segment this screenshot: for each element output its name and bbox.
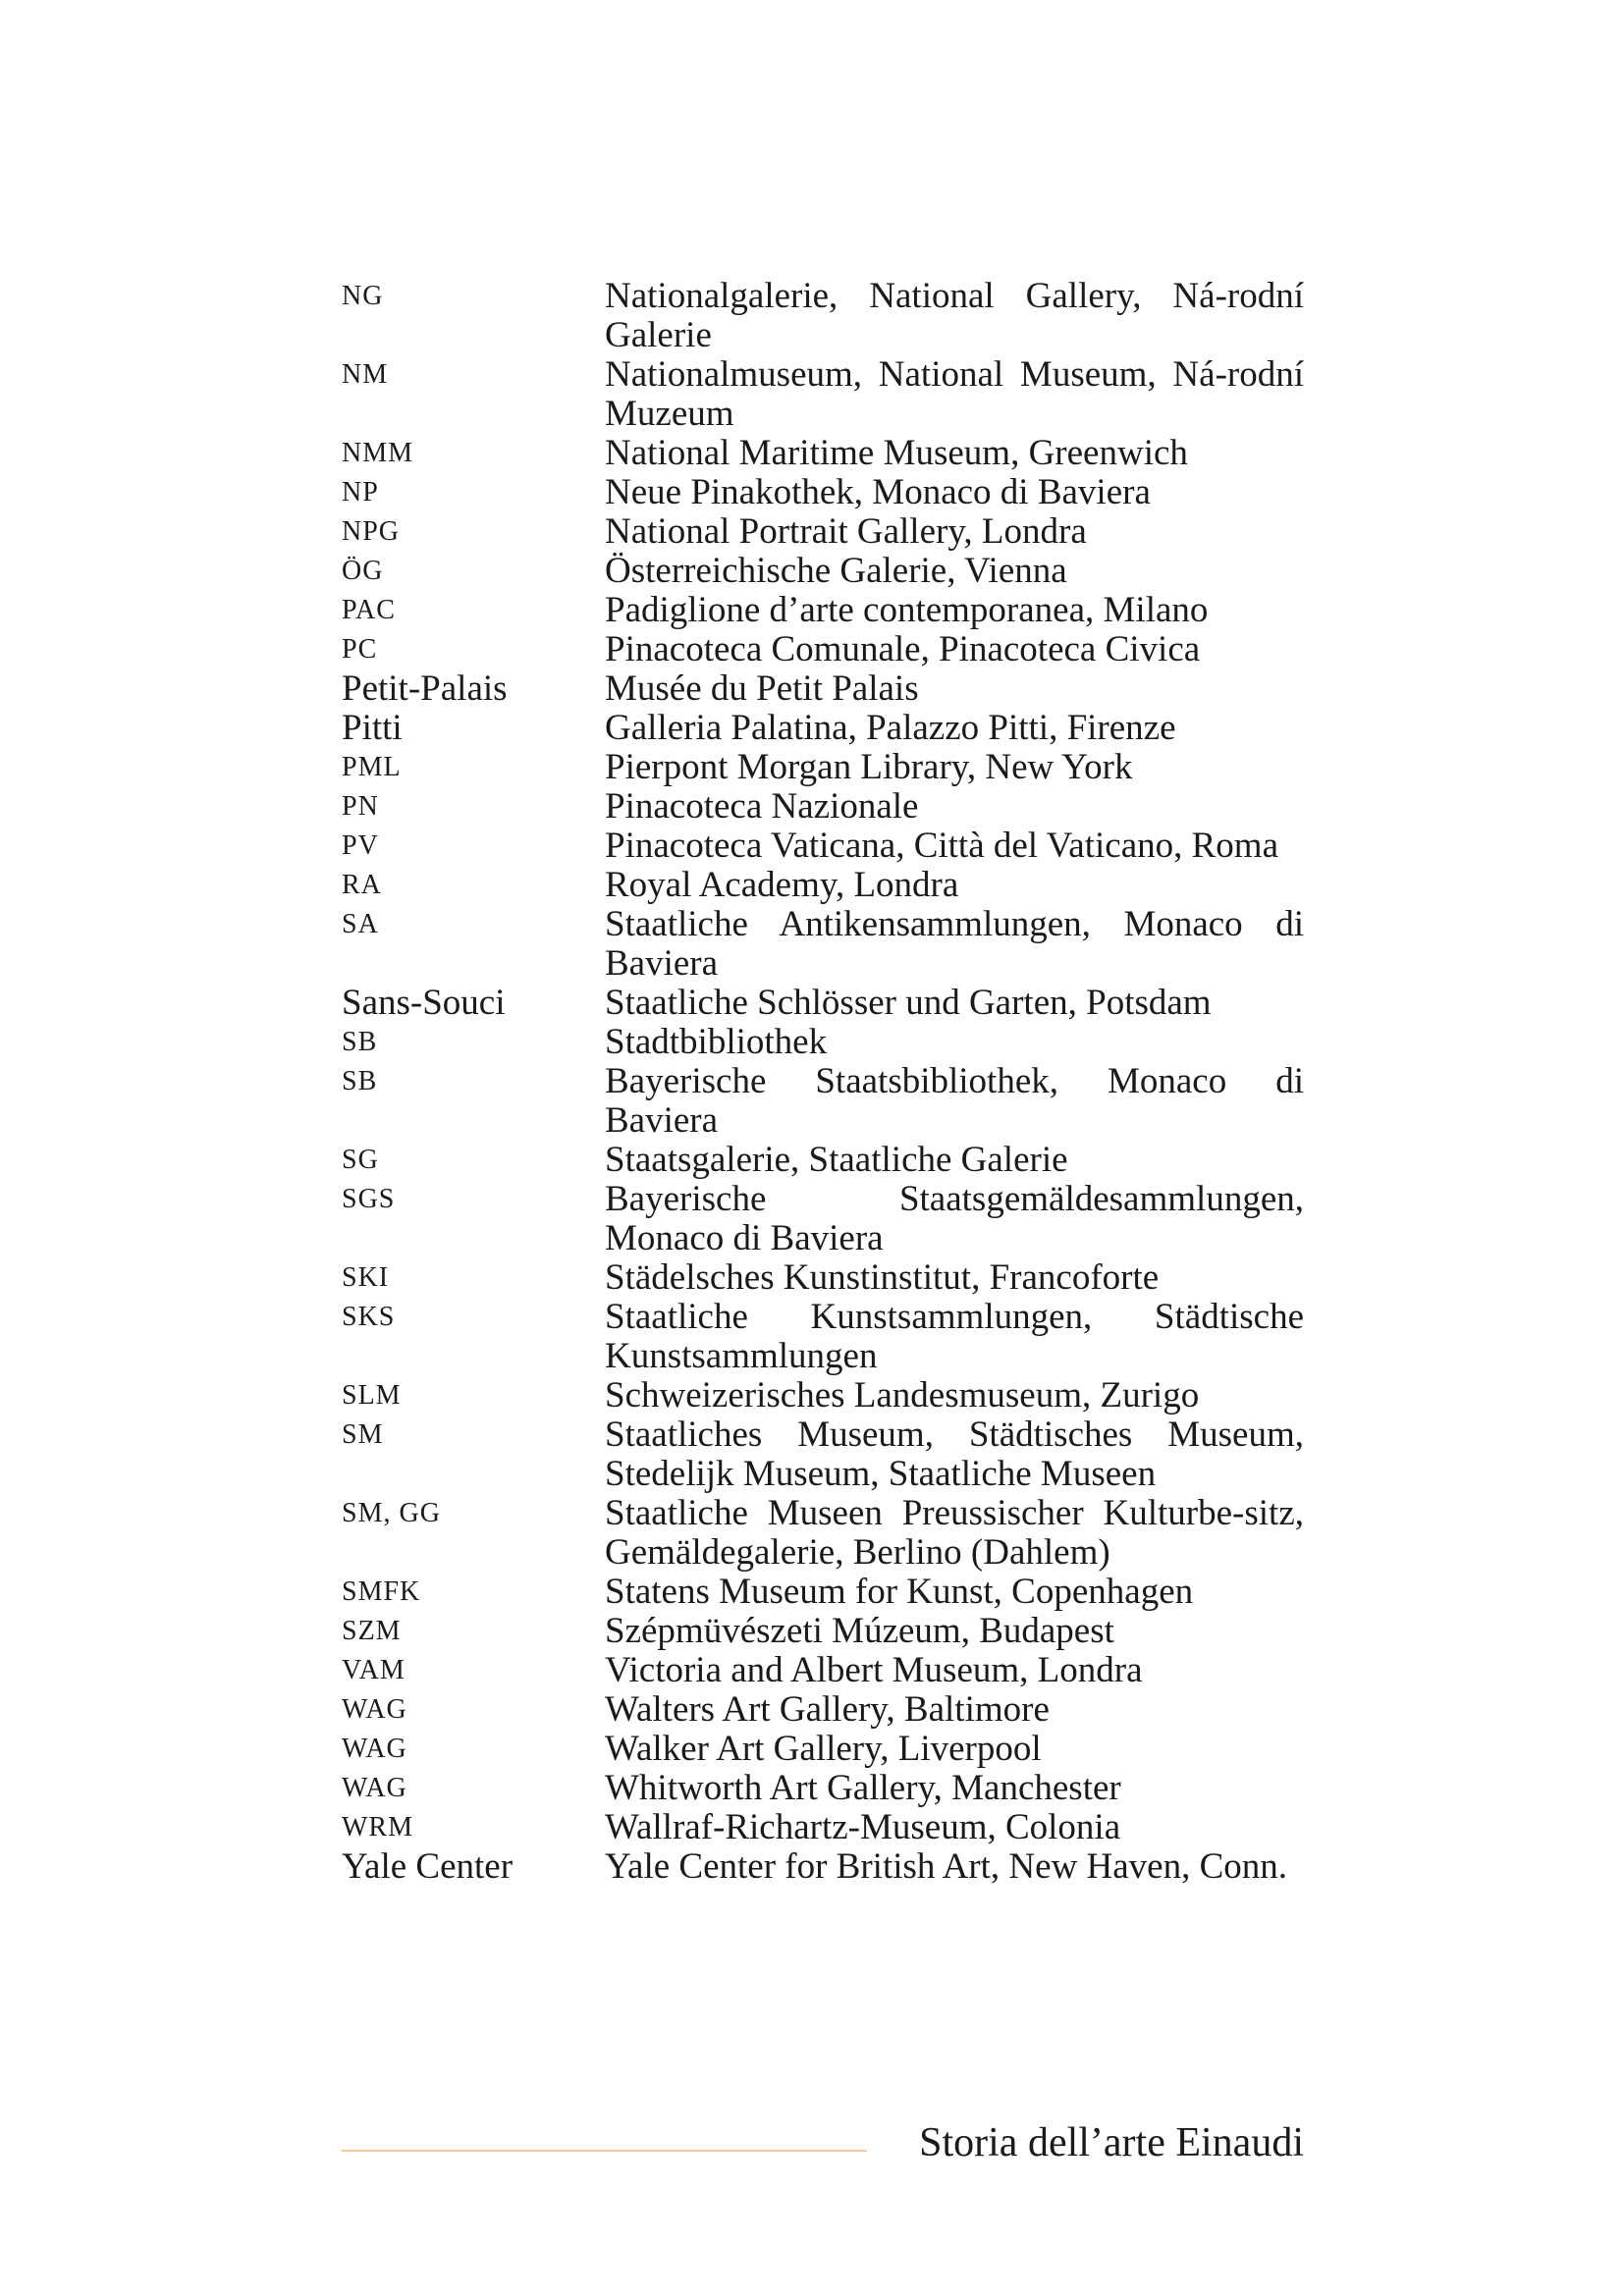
institution-name: Yale Center for British Art, New Haven, Conn.: [605, 1846, 1288, 1887]
abbreviation: SKS: [342, 1302, 396, 1332]
institution-name: Whitworth Art Gallery, Manchester: [605, 1768, 1121, 1808]
list-item: [342, 591, 1304, 630]
institution-name: Neue Pinakothek, Monaco di Baviera: [605, 472, 1151, 512]
abbreviation: SB: [342, 1066, 378, 1096]
abbreviation: WAG: [342, 1734, 407, 1764]
list-item: [342, 1612, 1304, 1651]
list-item: [342, 434, 1304, 473]
institution-name: National Maritime Museum, Greenwich: [605, 433, 1188, 473]
abbreviation: SLM: [342, 1380, 402, 1411]
list-item: [342, 1180, 1304, 1258]
abbreviation: PML: [342, 752, 402, 782]
abbreviation: NM: [342, 359, 389, 390]
institution-name: Royal Academy, Londra: [605, 865, 959, 905]
abbreviation: NP: [342, 477, 379, 507]
abbreviation: SKI: [342, 1262, 390, 1293]
list-item: [342, 1023, 1304, 1062]
abbreviation: WAG: [342, 1773, 407, 1803]
abbreviation: SZM: [342, 1616, 402, 1646]
abbreviation: RA: [342, 870, 382, 900]
institution-name: Bayerische Staatsgemäldesammlungen, Monaco di Baviera: [605, 1179, 1304, 1258]
institution-name: Staatliche Museen Preussischer Kulturbe-sitz, Gemäldegalerie, Berlino (Dahlem): [605, 1493, 1304, 1573]
institution-name: Musée du Petit Palais: [605, 668, 919, 709]
list-item: [342, 1573, 1304, 1612]
abbreviation: PC: [342, 634, 378, 665]
institution-name: Schweizerisches Landesmuseum, Zurigo: [605, 1375, 1200, 1415]
abbreviation: SMFK: [342, 1576, 421, 1607]
page-footer: [342, 2115, 1304, 2174]
abbreviation: Sans-Souci: [342, 983, 506, 1023]
list-item: [342, 866, 1304, 905]
list-item: [342, 709, 1304, 748]
institution-name: Staatsgalerie, Staatliche Galerie: [605, 1140, 1068, 1180]
institution-name: Stadtbibliothek: [605, 1022, 828, 1062]
abbreviation: SM, GG: [342, 1498, 441, 1528]
abbreviation: SG: [342, 1145, 379, 1175]
abbreviation: PN: [342, 791, 379, 822]
abbreviation: NMM: [342, 438, 414, 468]
list-item: [342, 277, 1304, 355]
list-item: [342, 1376, 1304, 1415]
institution-name: Padiglione d’arte contemporanea, Milano: [605, 590, 1209, 630]
institution-name: Staatliches Museum, Städtisches Museum, Stedelijk Museum, Staatliche Museen: [605, 1415, 1304, 1494]
list-item: [342, 1298, 1304, 1376]
list-item: [342, 473, 1304, 512]
list-item: [342, 1769, 1304, 1808]
list-item: [342, 1690, 1304, 1730]
institution-name: National Portrait Gallery, Londra: [605, 511, 1087, 552]
institution-name: Galleria Palatina, Palazzo Pitti, Firenze: [605, 708, 1176, 748]
institution-name: Staatliche Schlösser und Garten, Potsdam: [605, 983, 1212, 1023]
abbreviation: VAM: [342, 1655, 406, 1685]
list-item: [342, 1730, 1304, 1769]
institution-name: Pierpont Morgan Library, New York: [605, 747, 1133, 787]
list-item: [342, 552, 1304, 591]
list-item: [342, 1258, 1304, 1298]
institution-name: Städelsches Kunstinstitut, Francoforte: [605, 1257, 1160, 1298]
list-item: [342, 748, 1304, 787]
abbreviation: Yale Center: [342, 1846, 514, 1887]
abbreviation: PV: [342, 830, 379, 861]
abbreviation: WAG: [342, 1694, 407, 1725]
institution-name: Staatliche Kunstsammlungen, Städtische Kunstsammlungen: [605, 1297, 1304, 1376]
institution-name: Wallraf-Richartz-Museum, Colonia: [605, 1807, 1121, 1847]
institution-name: Pinacoteca Vaticana, Città del Vaticano, Roma: [605, 826, 1278, 866]
list-item: [342, 630, 1304, 669]
abbreviation: SGS: [342, 1184, 396, 1214]
list-item: [342, 905, 1304, 984]
institution-name: Szépmüvészeti Múzeum, Budapest: [605, 1611, 1114, 1651]
list-item: [342, 512, 1304, 552]
institution-name: Österreichische Galerie, Vienna: [605, 551, 1067, 591]
list-item: [342, 1847, 1304, 1887]
abbreviation: SA: [342, 909, 379, 939]
list-item: [342, 827, 1304, 866]
abbreviation: SM: [342, 1419, 384, 1450]
list-item: [342, 1062, 1304, 1141]
footer-rule: [342, 2150, 867, 2152]
institution-name: Victoria and Albert Museum, Londra: [605, 1650, 1143, 1690]
abbreviation: PAC: [342, 595, 396, 625]
list-item: [342, 355, 1304, 434]
institution-name: Staatliche Antikensammlungen, Monaco di Baviera: [605, 904, 1304, 984]
list-item: [342, 1808, 1304, 1847]
institution-name: Bayerische Staatsbibliothek, Monaco di Baviera: [605, 1061, 1304, 1141]
abbreviation: SB: [342, 1027, 378, 1057]
list-item: [342, 1494, 1304, 1573]
list-item: [342, 984, 1304, 1023]
abbreviation: WRM: [342, 1812, 413, 1842]
institution-name: Statens Museum for Kunst, Copenhagen: [605, 1572, 1194, 1612]
institution-name: Pinacoteca Comunale, Pinacoteca Civica: [605, 629, 1201, 669]
list-item: [342, 669, 1304, 709]
abbreviation: ÖG: [342, 556, 384, 586]
list-item: [342, 787, 1304, 827]
list-item: [342, 1141, 1304, 1180]
abbreviation-list: [342, 277, 1304, 1887]
abbreviation: Pitti: [342, 708, 403, 748]
abbreviation: Petit-Palais: [342, 668, 508, 709]
abbreviation: NPG: [342, 516, 401, 547]
list-item: [342, 1651, 1304, 1690]
institution-name: Walker Art Gallery, Liverpool: [605, 1729, 1042, 1769]
institution-name: Pinacoteca Nazionale: [605, 786, 919, 827]
list-item: [342, 1415, 1304, 1494]
footer-title: Storia dell’arte Einaudi: [919, 2120, 1304, 2165]
institution-name: Nationalmuseum, National Museum, Ná-rodní Muzeum: [605, 354, 1304, 434]
institution-name: Nationalgalerie, National Gallery, Ná-rodní Galerie: [605, 276, 1304, 355]
abbreviation: NG: [342, 281, 384, 311]
institution-name: Walters Art Gallery, Baltimore: [605, 1689, 1050, 1730]
